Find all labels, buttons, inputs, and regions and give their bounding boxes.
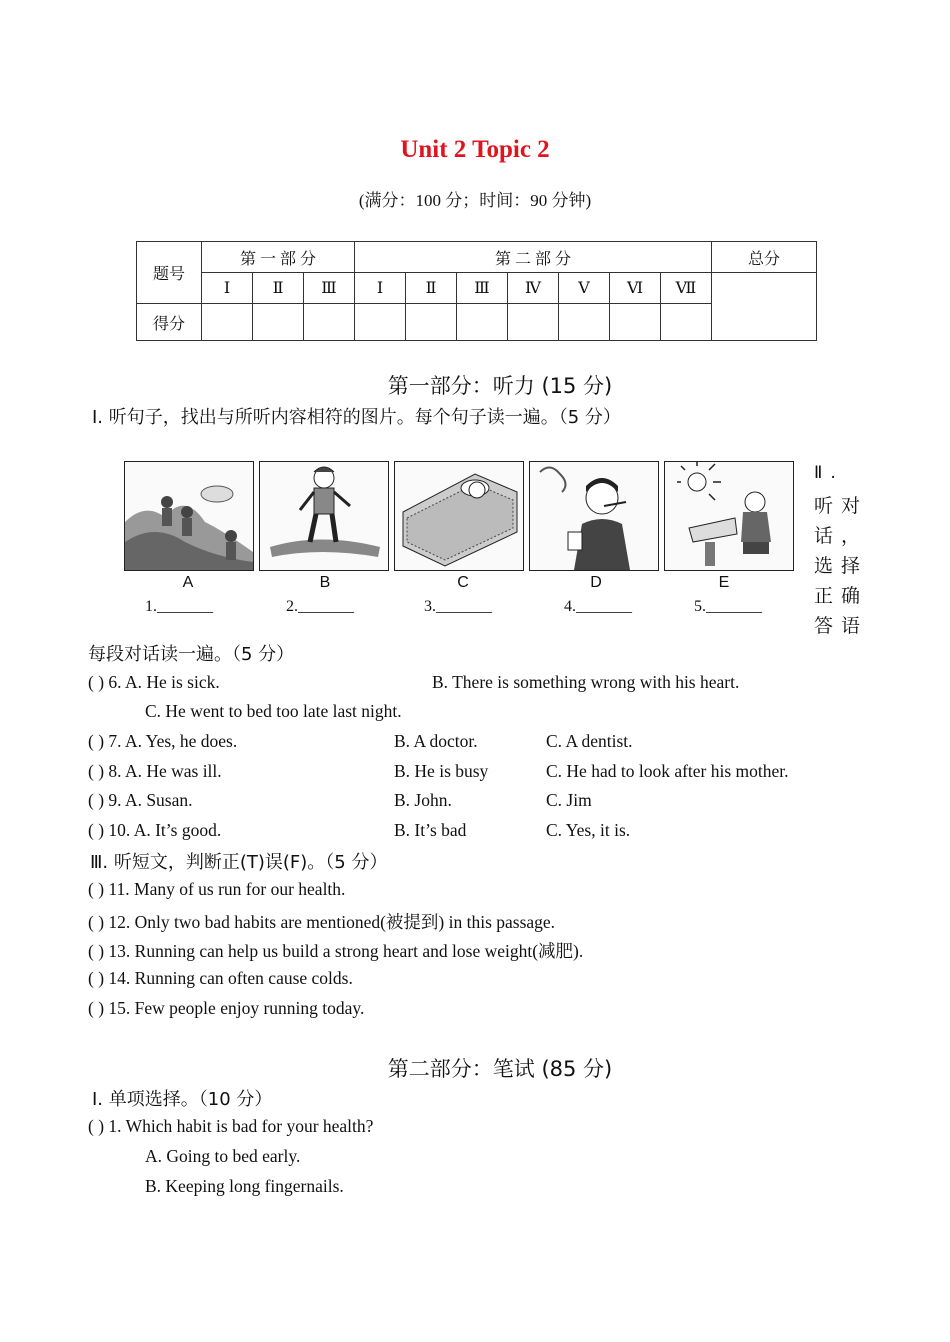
writing-heading: 第二部分：笔试 (85 分) bbox=[387, 1057, 613, 1081]
picture-label: D bbox=[590, 574, 602, 591]
boy-walking-picture bbox=[259, 461, 389, 571]
picture-label: B bbox=[319, 574, 331, 591]
q9-option-c: C. Jim bbox=[546, 790, 592, 810]
score-cell[interactable] bbox=[355, 304, 406, 341]
q10-option-c: C. Yes, it is. bbox=[546, 820, 631, 840]
section1-title: Ⅰ. 听句子，找出与所听内容相符的图片。每个句子读一遍。（5 分） bbox=[92, 407, 621, 428]
section2-title-part: Ⅱ. bbox=[814, 463, 844, 483]
exam-info: (满分：100 分；时间：90 分钟) bbox=[358, 191, 592, 210]
score-cell[interactable] bbox=[610, 304, 661, 341]
picture-label: E bbox=[718, 574, 730, 591]
row-label-score: 得分 bbox=[137, 304, 202, 341]
col-header: Ⅰ bbox=[202, 273, 253, 304]
col-header: Ⅲ bbox=[457, 273, 508, 304]
section2-title-part: 正确 bbox=[814, 585, 869, 607]
q7-option-b: B. A doctor. bbox=[394, 731, 478, 751]
section3-title: Ⅲ. 听短文，判断正(T)误(F)。（5 分） bbox=[90, 852, 388, 873]
score-cell[interactable] bbox=[661, 304, 712, 341]
q7-option-c: C. A dentist. bbox=[546, 731, 633, 751]
writing-question-1: ( ) 1. Which habit is bad for your health? bbox=[88, 1116, 374, 1136]
q6-option-b: B. There is something wrong with his heart. bbox=[432, 672, 740, 692]
section2-title-part: 听对 bbox=[814, 495, 869, 517]
picture-label: C bbox=[457, 574, 469, 591]
part2-header: 第 二 部 分 bbox=[355, 242, 712, 273]
row-label-number: 题号 bbox=[137, 242, 202, 304]
q9-option-b: B. John. bbox=[394, 790, 452, 810]
section2-title-part: 选择 bbox=[814, 555, 869, 577]
score-table bbox=[136, 241, 817, 341]
writing-section1-title: Ⅰ. 单项选择。（10 分） bbox=[92, 1089, 273, 1110]
col-header: Ⅵ bbox=[610, 273, 661, 304]
part1-header: 第 一 部 分 bbox=[202, 242, 355, 273]
score-cell[interactable] bbox=[406, 304, 457, 341]
score-cell[interactable] bbox=[508, 304, 559, 341]
q8-option-b: B. He is busy bbox=[394, 761, 489, 781]
score-cell[interactable] bbox=[304, 304, 355, 341]
section2-title-part: 话， bbox=[814, 525, 869, 547]
col-header: Ⅱ bbox=[253, 273, 304, 304]
answer-blank[interactable]: 2._______ bbox=[286, 598, 354, 615]
col-header: Ⅲ bbox=[304, 273, 355, 304]
col-header: Ⅶ bbox=[661, 273, 712, 304]
col-header: Ⅱ bbox=[406, 273, 457, 304]
section2-title-part: 答语 bbox=[814, 615, 869, 637]
page-title: Unit 2 Topic 2 bbox=[400, 136, 550, 163]
hiking-people-picture bbox=[124, 461, 254, 571]
col-header: Ⅰ bbox=[355, 273, 406, 304]
picture-label: A bbox=[182, 574, 194, 591]
true-false-item: ( ) 15. Few people enjoy running today. bbox=[88, 998, 365, 1018]
score-cell[interactable] bbox=[202, 304, 253, 341]
score-cell[interactable] bbox=[457, 304, 508, 341]
man-reading-sun-picture bbox=[664, 461, 794, 571]
total-header: 总分 bbox=[712, 242, 817, 273]
col-header: Ⅳ bbox=[508, 273, 559, 304]
answer-blank[interactable]: 4._______ bbox=[564, 598, 632, 615]
answer-blank[interactable]: 5._______ bbox=[694, 598, 762, 615]
score-cell[interactable] bbox=[253, 304, 304, 341]
question-9: ( ) 9. A. Susan. bbox=[88, 790, 193, 810]
question-6: ( ) 6. A. He is sick. bbox=[88, 672, 220, 692]
total-score-cell[interactable] bbox=[712, 273, 817, 341]
q10-option-b: B. It’s bad bbox=[394, 820, 467, 840]
sick-in-bed-picture bbox=[394, 461, 524, 571]
section2-title: 每段对话读一遍。（5 分） bbox=[88, 644, 295, 665]
question-10: ( ) 10. A. It’s good. bbox=[88, 820, 222, 840]
true-false-item: ( ) 14. Running can often cause colds. bbox=[88, 968, 353, 988]
question-8: ( ) 8. A. He was ill. bbox=[88, 761, 222, 781]
true-false-item: ( ) 13. Running can help us build a strong heart and lose weight(减肥). bbox=[88, 941, 584, 961]
q8-option-c: C. He had to look after his mother. bbox=[546, 761, 789, 781]
q6-option-c: C. He went to bed too late last night. bbox=[145, 701, 402, 721]
score-cell[interactable] bbox=[559, 304, 610, 341]
answer-blank[interactable]: 3._______ bbox=[424, 598, 492, 615]
writing-q1-option-b: B. Keeping long fingernails. bbox=[145, 1176, 344, 1196]
listening-heading: 第一部分：听力 (15 分) bbox=[387, 374, 613, 398]
answer-blank[interactable]: 1._______ bbox=[145, 598, 213, 615]
true-false-item: ( ) 12. Only two bad habits are mentioned(被提到) in this passage. bbox=[88, 912, 556, 932]
question-7: ( ) 7. A. Yes, he does. bbox=[88, 731, 238, 751]
writing-q1-option-a: A. Going to bed early. bbox=[145, 1146, 301, 1166]
col-header: Ⅴ bbox=[559, 273, 610, 304]
man-smoking-picture bbox=[529, 461, 659, 571]
true-false-item: ( ) 11. Many of us run for our health. bbox=[88, 879, 346, 899]
